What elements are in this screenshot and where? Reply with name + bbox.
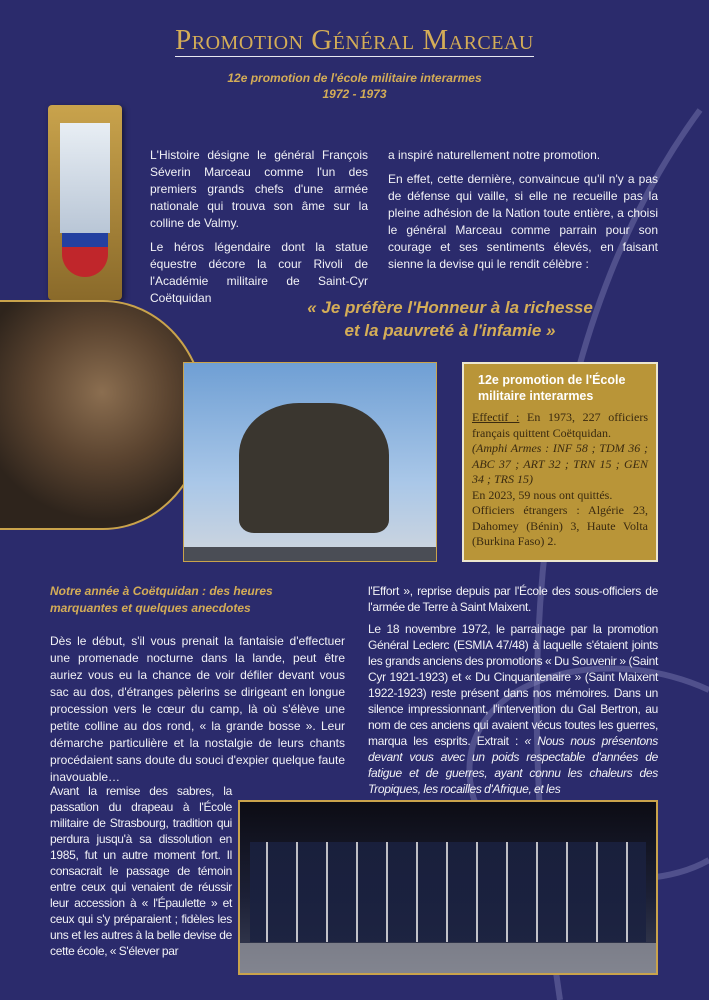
marceau-portrait-image [0,300,206,530]
effectif-text: En 1973, 227 officiers français quittent Coëtquidan. [472,410,648,440]
equestrian-statue-image [183,362,437,562]
intro-paragraph: En effet, cette dernière, convaincue qu'il n'y a pas de défense qui vaille, si elle ne recueille pas la pleine adhésion de la Nation toute entière, a choisi le général Marceau comme parrain pour son courage et ses sentiments élevés, en faisant sienne la devise qui le rendit célèbre : [388,172,658,271]
amphi-breakdown: (Amphi Armes : INF 58 ; TDM 36 ; ABC 37 ; ART 32 ; TRN 15 ; GEN 34 ; TRS 15) [472,441,648,486]
paragraph [368,621,658,797]
quote-line: et la pauvreté à l'infamie » [344,321,556,340]
info-box-heading: 12e promotion de l'École militaire interarmes [478,373,626,403]
intro-paragraph: L'Histoire désigne le général François Séverin Marceau comme l'un des premiers grands chefs d'une armée nationale qui trouva son âme sur la colline de Valmy. [150,148,368,230]
section-column-2 [368,583,658,803]
subtitle-years: 1972 - 1973 [322,87,387,101]
intro-column-1 [150,147,368,314]
intro-paragraph: Le héros légendaire dont la statue équestre décore la cour Rivoli de l'Académie militaire de Saint-Cyr Coëtquidan [150,240,368,305]
foreign-officers: Officiers étrangers : Algérie 23, Dahomey (Bénin) 3, Haute Volta (Burkina Faso) 2. [472,503,648,548]
page-subtitle [0,70,709,102]
section-paragraph-2 [50,783,232,965]
motto-quote [240,296,660,342]
section-heading-line: marquantes et quelques anecdotes [50,601,251,615]
section-paragraph-1 [50,633,345,793]
paragraph: Avant la remise des sabres, la passation du drapeau à l'École militaire de Strasbourg, tradition qui perdura jusqu'à sa dissolution en 1985, fut un autre moment fort. Il consacrait le passage de témoin entre ceux qui venaient de réussir leur accession à « l'Épaulette » et ceux qui s'y préparaient ; fidèles les uns et les autres à la belle devise de cette école, « S'élever par [50,784,232,958]
promotion-badge-image [48,105,122,300]
quote-line: « Je préfère l'Honneur à la richesse [307,298,593,317]
intro-column-2 [388,147,658,280]
subtitle-line: 12e promotion de l'école militaire interarmes [227,71,482,85]
promotion-info-box [462,362,658,562]
paragraph: l'Effort », reprise depuis par l'École des sous-officiers de l'armée de Terre à Saint Maixent. [368,584,658,614]
page-title: Promotion Général Marceau [175,24,534,56]
deceased-count: En 2023, 59 nous ont quittés. [472,487,613,502]
section-heading-line: Notre année à Coëtquidan : des heures [50,584,273,598]
bertron-quote: « Nous nous présentons devant vous avec un poids respectable d'années de fatigue et de guerres, ayant connu les chaleurs des Tropiques, les rocailles d'Afrique, et les [368,734,659,796]
paragraph-text: Le 18 novembre 1972, le parrainage par la promotion Général Leclerc (ESMIA 47/48) à laquelle s'étaient joints les grands anciens des promotions « Du Souvenir » (Saint Cyr 1921-1923) et « Du Cinquantenaire » (Saint Maixent 1922-1923) reste présent dans nos mémoires. Dans un silence impressionnant, l'intervention du Gal Bertron, au nom de ces anciens qui avaient vécus toutes les guerres, marqua les esprits. Extrait : [368,622,658,748]
paragraph: Dès le début, s'il vous prenait la fantaisie d'effectuer une promenade nocturne dans la lande, peut être auriez vous eu la chance de voir défiler devant vous sac au dos, d'étranges pèlerins se dirigeant en longue procession vers le cœur du camp, là où s'élève une petite colline au dos rond, « la grande bosse ». Leur démarche particulière et la nostalgie de leurs chants procédaient sans doute du souci d'expier quelque faute inavouable… [50,634,345,784]
effectif-label: Effectif : [472,410,520,424]
officers-parade-photo [238,800,658,975]
section-heading [50,583,350,617]
intro-paragraph: a inspiré naturellement notre promotion. [388,148,601,162]
